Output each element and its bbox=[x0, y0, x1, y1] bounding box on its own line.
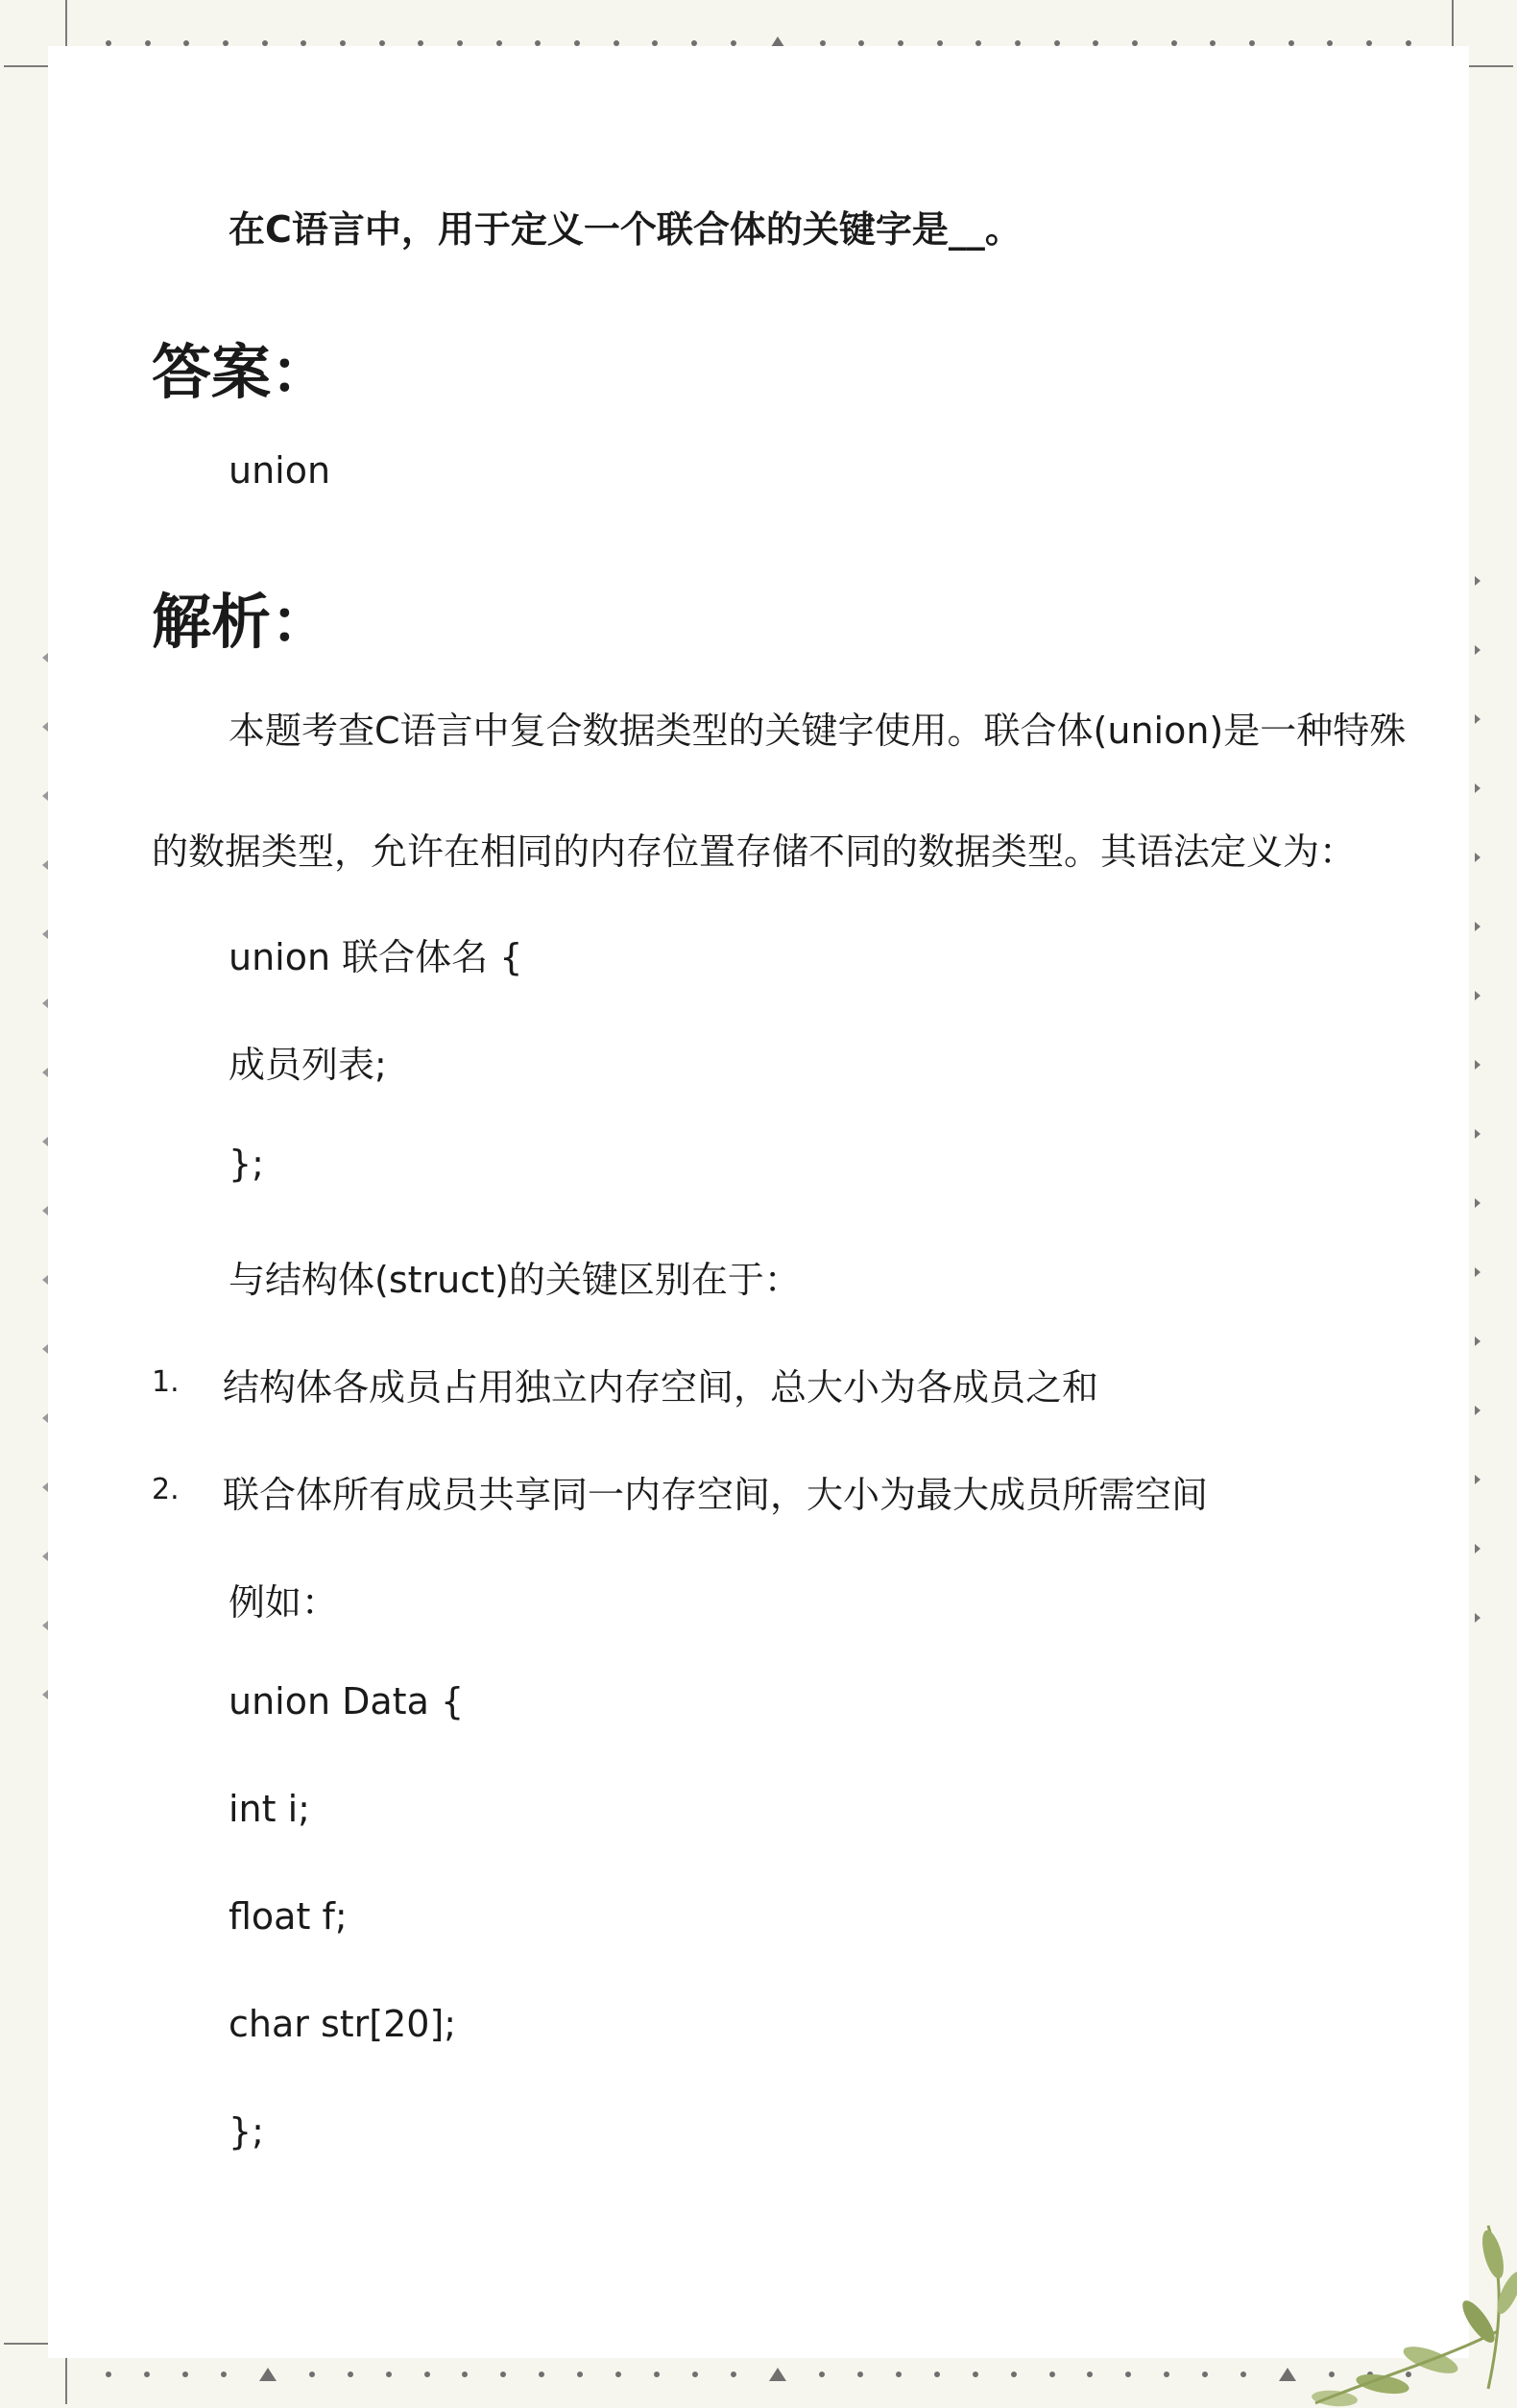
example-code-line-4: char str[20]; bbox=[229, 2003, 457, 2045]
dot-ornament-icon bbox=[1049, 2372, 1055, 2377]
side-tick-icon bbox=[1475, 1475, 1481, 1484]
side-tick-icon bbox=[1475, 853, 1481, 862]
side-tick-icon bbox=[42, 999, 48, 1008]
example-code-line-3: float f; bbox=[229, 1895, 348, 1938]
dot-ornament-icon bbox=[692, 2372, 698, 2377]
dot-ornament-icon bbox=[106, 2372, 111, 2377]
question-text: 在C语言中，用于定义一个联合体的关键字是__。 bbox=[229, 208, 1022, 251]
corner-line-bl-v bbox=[65, 2358, 67, 2404]
side-tick-icon bbox=[1475, 991, 1481, 1000]
side-tick-icon bbox=[1475, 783, 1481, 793]
side-tick-icon bbox=[42, 1068, 48, 1077]
dot-ornament-icon bbox=[819, 2372, 825, 2377]
list-text: 联合体所有成员共享同一内存空间，大小为最大成员所需空间 bbox=[223, 1474, 1209, 1516]
dot-ornament-icon bbox=[934, 2372, 940, 2377]
dot-ornament-icon bbox=[857, 2372, 863, 2377]
side-tick-icon bbox=[42, 1552, 48, 1561]
syntax-line-3: }; bbox=[229, 1143, 264, 1185]
side-tick-icon bbox=[1475, 576, 1481, 586]
dot-ornament-icon bbox=[424, 2372, 430, 2377]
triangle-ornament-icon bbox=[1279, 2368, 1296, 2381]
dot-ornament-icon bbox=[1240, 2372, 1246, 2377]
example-code-line-5: }; bbox=[229, 2110, 264, 2153]
leaf-decoration-icon bbox=[1296, 2216, 1517, 2408]
analysis-heading: 解析： bbox=[152, 587, 331, 657]
list-number: 1. bbox=[152, 1365, 180, 1399]
document-card bbox=[48, 46, 1469, 2358]
corner-line-tr-h bbox=[1469, 65, 1513, 67]
side-tick-icon bbox=[42, 1621, 48, 1630]
side-tick-icon bbox=[42, 929, 48, 939]
dot-ornament-icon bbox=[615, 2372, 621, 2377]
syntax-line-1: union 联合体名 { bbox=[229, 936, 523, 978]
example-code-line-1: union Data { bbox=[229, 1680, 465, 1722]
side-tick-icon bbox=[42, 1482, 48, 1492]
dot-ornament-icon bbox=[654, 2372, 660, 2377]
bottom-dot-border bbox=[106, 2360, 1411, 2389]
dot-ornament-icon bbox=[1164, 2372, 1169, 2377]
list-number: 2. bbox=[152, 1473, 180, 1506]
answer-heading: 答案： bbox=[152, 337, 331, 407]
side-tick-icon bbox=[42, 1137, 48, 1146]
side-tick-icon bbox=[42, 1344, 48, 1354]
side-tick-icon bbox=[42, 1275, 48, 1285]
side-tick-icon bbox=[1475, 1198, 1481, 1208]
side-tick-icon bbox=[1475, 1060, 1481, 1070]
dot-ornament-icon bbox=[386, 2372, 392, 2377]
dot-ornament-icon bbox=[577, 2372, 583, 2377]
dot-ornament-icon bbox=[973, 2372, 978, 2377]
side-tick-icon bbox=[1475, 1613, 1481, 1623]
dot-ornament-icon bbox=[500, 2372, 506, 2377]
dot-ornament-icon bbox=[348, 2372, 353, 2377]
side-tick-icon bbox=[1475, 1544, 1481, 1553]
side-tick-icon bbox=[1475, 1336, 1481, 1346]
corner-line-tl-v bbox=[65, 0, 67, 46]
side-tick-icon bbox=[1475, 645, 1481, 655]
dot-ornament-icon bbox=[1125, 2372, 1131, 2377]
analysis-paragraph-line-2: 的数据类型，允许在相同的内存位置存储不同的数据类型。其语法定义为： bbox=[152, 831, 1357, 873]
dot-ornament-icon bbox=[731, 2372, 736, 2377]
dot-ornament-icon bbox=[1202, 2372, 1208, 2377]
side-tick-icon bbox=[1475, 1129, 1481, 1139]
list-text: 结构体各成员占用独立内存空间，总大小为各成员之和 bbox=[223, 1366, 1099, 1409]
difference-intro: 与结构体(struct)的关键区别在于： bbox=[229, 1259, 801, 1301]
side-tick-icon bbox=[42, 722, 48, 732]
side-tick-icon bbox=[42, 653, 48, 662]
side-tick-icon bbox=[1475, 714, 1481, 724]
dot-ornament-icon bbox=[896, 2372, 902, 2377]
dot-ornament-icon bbox=[182, 2372, 188, 2377]
side-tick-icon bbox=[42, 1413, 48, 1423]
corner-line-tl-h bbox=[4, 65, 48, 67]
side-tick-icon bbox=[1475, 1406, 1481, 1415]
dot-ornament-icon bbox=[144, 2372, 150, 2377]
side-tick-icon bbox=[42, 791, 48, 801]
analysis-paragraph-line-1: 本题考查C语言中复合数据类型的关键字使用。联合体(union)是一种特殊 bbox=[229, 710, 1407, 752]
corner-line-tr-v bbox=[1452, 0, 1454, 46]
example-code-line-2: int i; bbox=[229, 1788, 310, 1830]
dot-ornament-icon bbox=[539, 2372, 544, 2377]
side-tick-icon bbox=[42, 1690, 48, 1699]
dot-ornament-icon bbox=[462, 2372, 468, 2377]
dot-ornament-icon bbox=[309, 2372, 315, 2377]
example-intro: 例如： bbox=[229, 1581, 339, 1624]
dot-ornament-icon bbox=[1087, 2372, 1093, 2377]
side-tick-icon bbox=[1475, 922, 1481, 931]
corner-line-bl-h bbox=[4, 2343, 48, 2345]
dot-ornament-icon bbox=[1011, 2372, 1017, 2377]
syntax-line-2: 成员列表; bbox=[229, 1044, 387, 1086]
answer-text: union bbox=[229, 449, 331, 492]
dot-ornament-icon bbox=[221, 2372, 227, 2377]
side-tick-icon bbox=[42, 1206, 48, 1216]
side-tick-icon bbox=[42, 860, 48, 870]
triangle-ornament-icon bbox=[769, 2368, 786, 2381]
triangle-ornament-icon bbox=[259, 2368, 277, 2381]
side-tick-icon bbox=[1475, 1267, 1481, 1277]
